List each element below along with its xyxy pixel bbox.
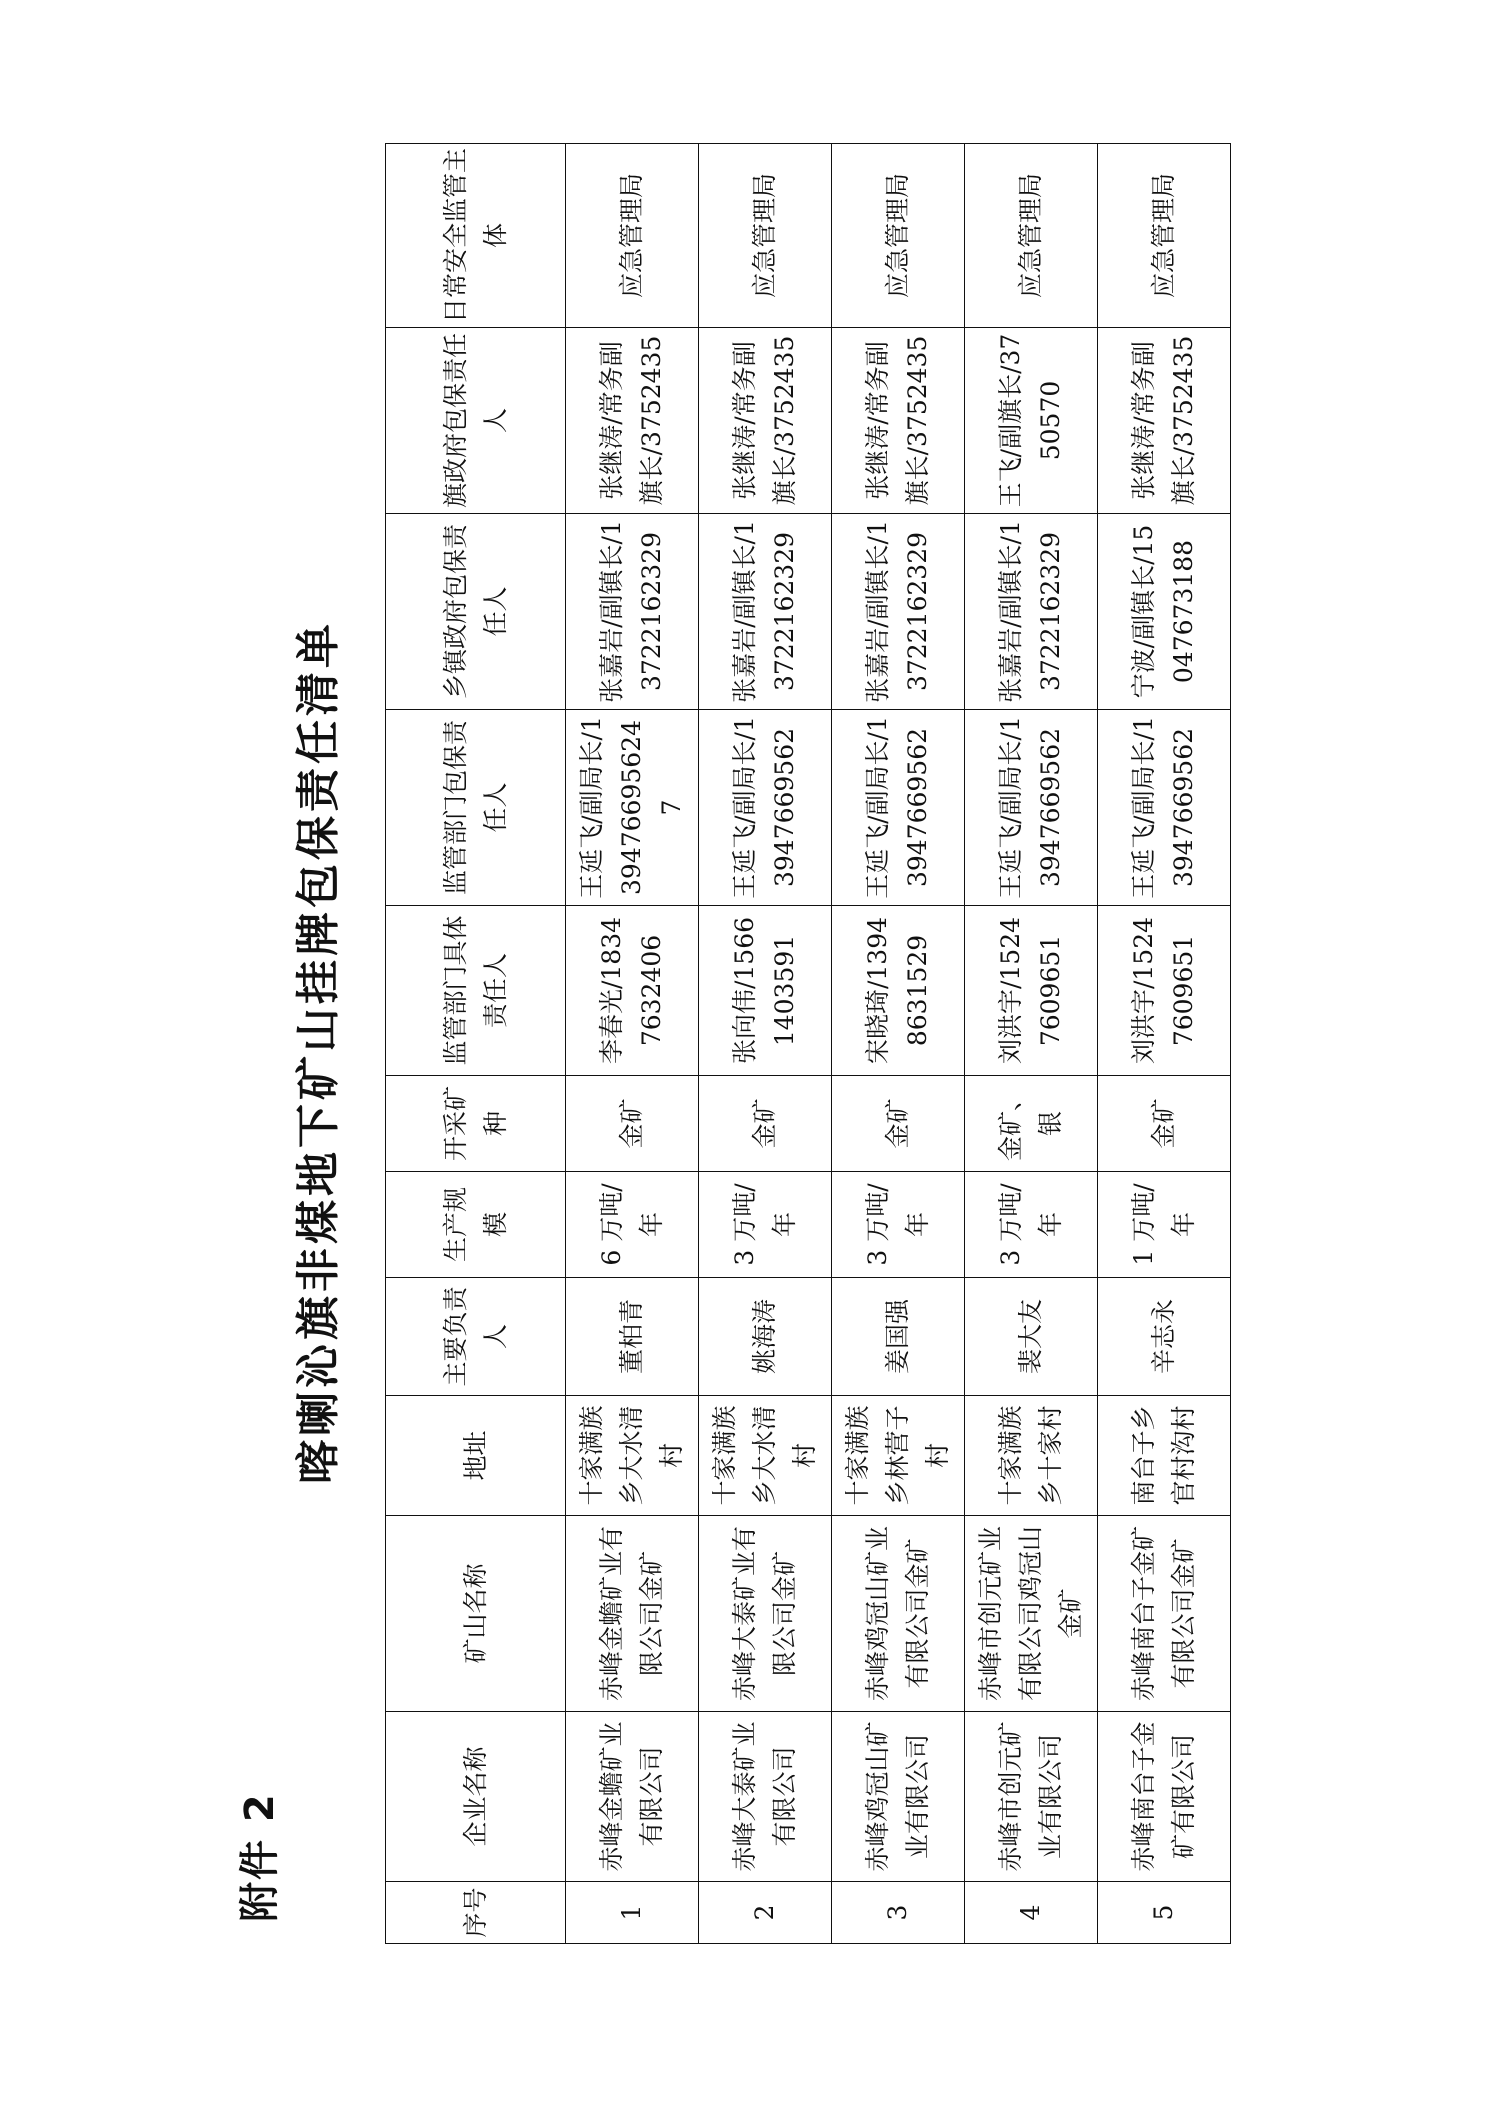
cell-company: 赤峰金蟾矿业有限公司	[566, 1712, 699, 1882]
cell-principal: 姚海涛	[699, 1278, 832, 1396]
cell-regulator-dept: 王延飞/副局长/13947669562	[699, 710, 832, 906]
cell-seq: 2	[699, 1882, 832, 1944]
cell-company: 赤峰大泰矿业有限公司	[699, 1712, 832, 1882]
cell-seq: 3	[832, 1882, 965, 1944]
header-scale: 生产规模	[386, 1172, 566, 1278]
cell-regulator-person: 宋晓琦/13948631529	[832, 906, 965, 1076]
cell-address: 十家满族乡林营子村	[832, 1396, 965, 1516]
cell-county: 张继涛/常务副旗长/3752435	[699, 328, 832, 514]
cell-company: 赤峰南台子金矿有限公司	[1098, 1712, 1231, 1882]
page-title: 喀喇沁旗非煤地下矿山挂牌包保责任清单	[293, 620, 344, 1484]
cell-seq: 1	[566, 1882, 699, 1944]
cell-company: 赤峰鸡冠山矿业有限公司	[832, 1712, 965, 1882]
cell-mineral: 金矿	[832, 1076, 965, 1172]
cell-mineral: 金矿	[1098, 1076, 1231, 1172]
cell-supervisor: 应急管理局	[832, 144, 965, 328]
cell-principal: 辛志永	[1098, 1278, 1231, 1396]
cell-regulator-person: 刘洪宇/15247609651	[1098, 906, 1231, 1076]
table-row	[699, 144, 832, 1944]
header-address: 地址	[386, 1396, 566, 1516]
cell-mineral: 金矿	[566, 1076, 699, 1172]
header-seq: 序号	[386, 1882, 566, 1944]
cell-mine: 赤峰南台子金矿有限公司金矿	[1098, 1516, 1231, 1712]
cell-address: 十家满族乡大水清村	[566, 1396, 699, 1516]
cell-supervisor: 应急管理局	[566, 144, 699, 328]
header-supervisor: 日常安全监管主体	[386, 144, 566, 328]
table-row	[965, 144, 1098, 1944]
header-township: 乡镇政府包保责任人	[386, 514, 566, 710]
cell-address: 南台子乡官村沟村	[1098, 1396, 1231, 1516]
cell-mine: 赤峰鸡冠山矿业有限公司金矿	[832, 1516, 965, 1712]
cell-regulator-dept: 王延飞/副局长/13947669562	[965, 710, 1098, 906]
cell-regulator-dept: 王延飞/副局长/13947669562	[1098, 710, 1231, 906]
cell-regulator-person: 张向伟/15661403591	[699, 906, 832, 1076]
cell-seq: 4	[965, 1882, 1098, 1944]
cell-scale: 1 万吨/年	[1098, 1172, 1231, 1278]
cell-principal: 董柏青	[566, 1278, 699, 1396]
header-regulator-person: 监管部门具体责任人	[386, 906, 566, 1076]
cell-county: 张继涛/常务副旗长/3752435	[832, 328, 965, 514]
table-row	[832, 144, 965, 1944]
cell-supervisor: 应急管理局	[699, 144, 832, 328]
cell-supervisor: 应急管理局	[1098, 144, 1231, 328]
cell-address: 十家满族乡十家村	[965, 1396, 1098, 1516]
header-regulator-dept: 监管部门包保责任人	[386, 710, 566, 906]
cell-seq: 5	[1098, 1882, 1231, 1944]
cell-township: 宁波/副镇长/15047673188	[1098, 514, 1231, 710]
cell-mine: 赤峰金蟾矿业有限公司金矿	[566, 1516, 699, 1712]
responsibility-table	[385, 143, 1231, 1944]
cell-mineral: 金矿	[699, 1076, 832, 1172]
cell-company: 赤峰市创元矿业有限公司	[965, 1712, 1098, 1882]
cell-mineral: 金矿、银	[965, 1076, 1098, 1172]
cell-county: 王飞/副旗长/3750570	[965, 328, 1098, 514]
header-mine: 矿山名称	[386, 1516, 566, 1712]
cell-regulator-dept: 王延飞/副局长/139476695624 7	[566, 710, 699, 906]
header-principal: 主要负责人	[386, 1278, 566, 1396]
cell-township: 张嘉岩/副镇长/13722162329	[566, 514, 699, 710]
cell-scale: 3 万吨/年	[832, 1172, 965, 1278]
cell-principal: 姜国强	[832, 1278, 965, 1396]
cell-principal: 裴大友	[965, 1278, 1098, 1396]
cell-supervisor: 应急管理局	[965, 144, 1098, 328]
cell-scale: 3 万吨/年	[965, 1172, 1098, 1278]
cell-mine: 赤峰大泰矿业有限公司金矿	[699, 1516, 832, 1712]
cell-regulator-person: 李春光/18347632406	[566, 906, 699, 1076]
cell-regulator-dept: 王延飞/副局长/13947669562	[832, 710, 965, 906]
cell-mine: 赤峰市创元矿业有限公司鸡冠山金矿	[965, 1516, 1098, 1712]
annex-label: 附件 2	[237, 1792, 283, 1922]
cell-scale: 6 万吨/年	[566, 1172, 699, 1278]
cell-township: 张嘉岩/副镇长/13722162329	[965, 514, 1098, 710]
header-county: 旗政府包保责任人	[386, 328, 566, 514]
cell-township: 张嘉岩/副镇长/13722162329	[699, 514, 832, 710]
header-mineral: 开采矿种	[386, 1076, 566, 1172]
table-row	[1098, 144, 1231, 1944]
cell-regulator-person: 刘洪宇/15247609651	[965, 906, 1098, 1076]
table-row	[566, 144, 699, 1944]
cell-township: 张嘉岩/副镇长/13722162329	[832, 514, 965, 710]
cell-county: 张继涛/常务副旗长/3752435	[566, 328, 699, 514]
cell-scale: 3 万吨/年	[699, 1172, 832, 1278]
table-header-row	[386, 144, 566, 1944]
cell-address: 十家满族乡大水清村	[699, 1396, 832, 1516]
cell-county: 张继涛/常务副旗长/3752435	[1098, 328, 1231, 514]
header-company: 企业名称	[386, 1712, 566, 1882]
